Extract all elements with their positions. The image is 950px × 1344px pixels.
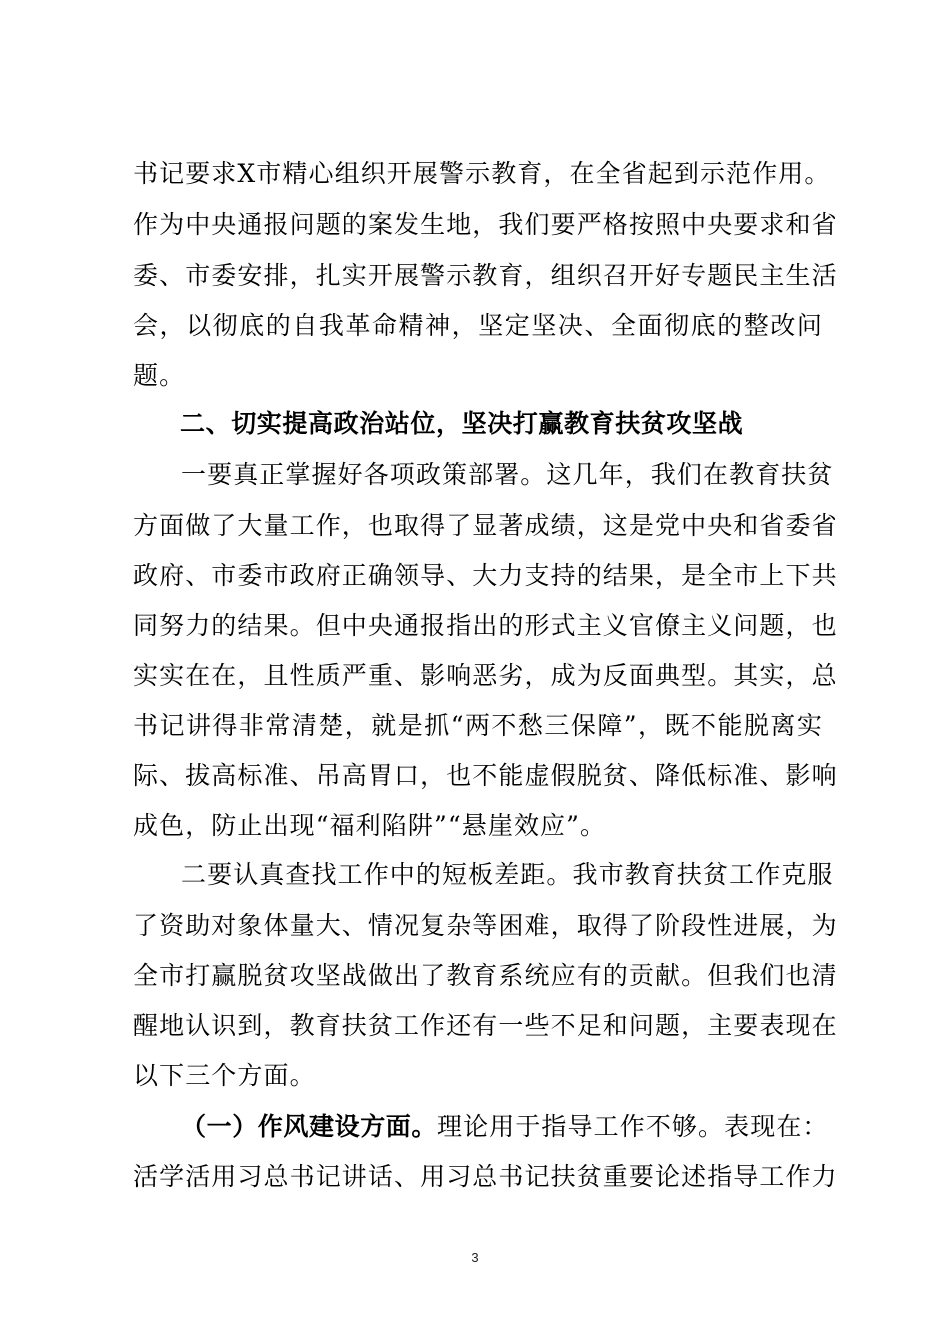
paragraph-line: 醒地认识到，教育扶贫工作还有一些不足和问题，主要表现在	[133, 1011, 838, 1040]
paragraph-line: 政府、市委市政府正确领导、大力支持的结果，是全市上下共	[133, 561, 838, 590]
paragraph-line: 以下三个方面。	[133, 1061, 316, 1090]
paragraph-line: 了资助对象体量大、情况复杂等困难，取得了阶段性进展，为	[133, 911, 838, 940]
text-line: 作为中央通报问题的案发生地，我们要严格按照中央要求和省	[133, 210, 838, 239]
paragraph-line: 书记讲得非常清楚，就是抓“两不愁三保障”，既不能脱离实	[133, 711, 823, 740]
paragraph-line: 活学活用习总书记讲话、用习总书记扶贫重要论述指导工作力	[133, 1162, 838, 1191]
page-number: 3	[471, 1250, 479, 1265]
paragraph-line: 一要真正掌握好各项政策部署。这几年，我们在教育扶贫	[181, 460, 834, 489]
section-heading: 二、切实提高政治站位，坚决打赢教育扶贫攻坚战	[180, 409, 744, 438]
text-line: 书记要求X市精心组织开展警示教育，在全省起到示范作用。	[133, 159, 831, 188]
text-line: 题。	[133, 361, 186, 390]
text-line: 委、市委安排，扎实开展警示教育，组织召开好专题民主生活	[133, 261, 838, 290]
paragraph-line: 二要认真查找工作中的短板差距。我市教育扶贫工作克服	[181, 860, 834, 889]
paragraph-line: 全市打赢脱贫攻坚战做出了教育系统应有的贡献。但我们也清	[133, 961, 838, 990]
paragraph-line: 实实在在，且性质严重、影响恶劣，成为反面典型。其实，总	[133, 661, 838, 690]
paragraph-line: 成色，防止出现“福利陷阱”“悬崖效应”。	[133, 811, 607, 840]
paragraph-line-mixed	[181, 1112, 829, 1142]
paragraph-line: 方面做了大量工作，也取得了显著成绩，这是党中央和省委省	[133, 511, 838, 540]
subsection-text: 理论用于指导工作不够。表现在：	[437, 1112, 829, 1141]
text-line: 会，以彻底的自我革命精神，坚定坚决、全面彻底的整改问	[133, 311, 823, 340]
paragraph-line: 际、拔高标准、吊高胃口，也不能虚假脱贫、降低标准、影响	[133, 761, 838, 790]
subsection-lead: （一）作风建设方面。	[181, 1112, 438, 1141]
paragraph-line: 同努力的结果。但中央通报指出的形式主义官僚主义问题，也	[133, 611, 838, 640]
